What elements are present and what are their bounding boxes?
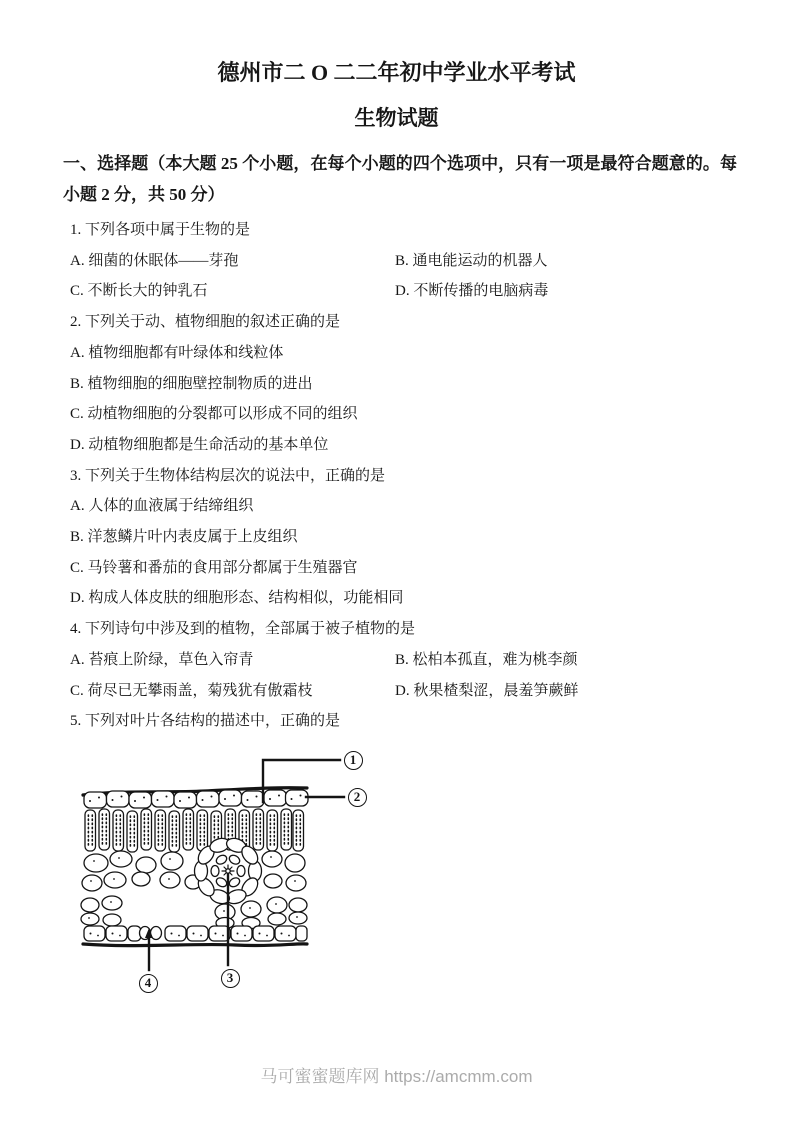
option-b: B. 松柏本孤直，难为桃李颜 [395,651,578,668]
question-1 [70,215,737,307]
question-stem: 4. 下列诗句中涉及到的植物，全部属于被子植物的是 [70,621,416,638]
option-a: A. 人体的血液属于结缔组织 [70,498,254,515]
option-c: C. 荷尽已无攀雨盖，菊残犹有傲霜枝 [70,682,313,699]
exam-content [63,148,737,737]
option-c: C. 不断长大的钟乳石 [70,283,208,300]
question-2 [70,307,737,461]
option-b: B. 植物细胞的细胞壁控制物质的进出 [70,375,313,392]
option-row [70,246,737,277]
spongy-tissue [81,851,307,929]
figure-label-2: 2 [348,788,367,807]
question-stem: 2. 下列关于动、植物细胞的叙述正确的是 [70,314,341,331]
option-d: D. 不断传播的电脑病毒 [395,283,549,300]
option-d: D. 秋果楂梨涩，晨羞笋蕨鲜 [395,682,579,699]
option-b: B. 通电能运动的机器人 [395,252,548,269]
leaf-cross-section-figure [75,740,375,1002]
watermark-footer: 马可蜜蜜题库网 https://amcmm.com [260,1067,533,1086]
option-b: B. 洋葱鳞片叶内表皮属于上皮组织 [70,529,298,546]
option-row [70,645,737,676]
figure-label-1: 1 [344,751,363,770]
option-row [70,676,737,707]
question-stem: 5. 下列对叶片各结构的描述中，正确的是 [70,713,341,730]
option-d: D. 构成人体皮肤的细胞形态、结构相似，功能相同 [70,590,404,607]
option-c: C. 动植物细胞的分裂都可以形成不同的组织 [70,406,358,423]
question-stem: 3. 下列关于生物体结构层次的说法中，正确的是 [70,467,386,484]
option-a: A. 苔痕上阶绿，草色入帘青 [70,651,254,668]
option-row [70,276,737,307]
page-title: 德州市二 O 二二年初中学业水平考试 [217,60,576,85]
question-4 [70,614,737,706]
option-d: D. 动植物细胞都是生命活动的基本单位 [70,436,329,453]
lower-cuticle-line [83,944,307,946]
figure-label-4: 4 [139,974,158,993]
option-c: C. 马铃薯和番茄的食用部分都属于生殖器官 [70,559,358,576]
question-list [63,215,737,737]
question-3 [70,461,737,615]
lower-epidermis [84,926,307,941]
page-subtitle: 生物试题 [354,106,439,130]
question-stem: 1. 下列各项中属于生物的是 [70,222,251,238]
palisade-tissue [85,809,304,852]
option-a: A. 细菌的休眠体——芽孢 [70,252,239,269]
section-heading: 一、选择题（本大题 25 个小题，在每个小题的四个选项中，只有一项是最符合题意的。每小题 2 分，共 50 分） [63,154,737,204]
question-5 [70,706,737,737]
leaf-diagram-svg [75,740,375,1002]
option-a: A. 植物细胞都有叶绿体和线粒体 [70,344,284,361]
figure-label-3: 3 [221,969,240,988]
